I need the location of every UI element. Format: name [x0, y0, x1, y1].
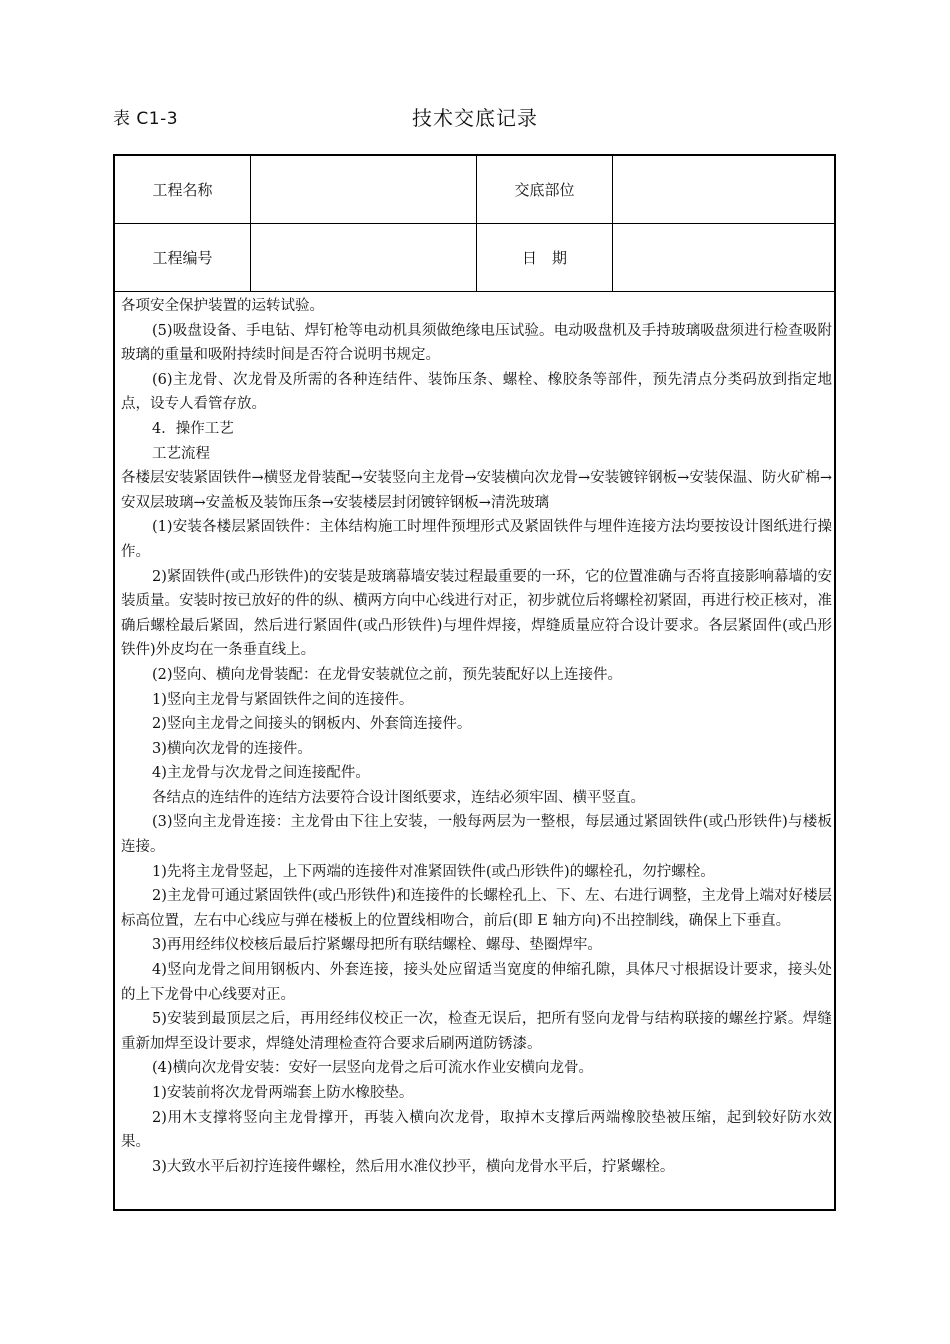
- project-no-value[interactable]: [251, 224, 477, 292]
- paragraph: (4)横向次龙骨安装：安好一层竖向龙骨之后可流水作业安横向龙骨。: [152, 1060, 594, 1077]
- paragraph: 1)安装前将次龙骨两端套上防水橡胶垫。: [152, 1085, 414, 1101]
- paragraph: (6)主龙骨、次龙骨及所需的各种连结件、装饰压条、螺栓、橡胶条等部件，预先清点分类码放到指定地点，设专人看管存放。: [121, 371, 832, 413]
- paragraph: 2)用木支撑将竖向主龙骨撑开，再装入横向次龙骨，取掉木支撑后两端橡胶垫被压缩，起到较好防水效果。: [121, 1109, 832, 1151]
- paragraph: 2)主龙骨可通过紧固铁件(或凸形铁件)和连接件的长螺栓孔上、下、左、右进行调整，主龙骨上端对好楼层标高位置，左右中心线应与弹在楼板上的位置线相吻合，前后(即 E 轴方向)不出控制线，确保上下垂直。: [121, 888, 832, 929]
- date-value[interactable]: [613, 224, 834, 292]
- paragraph: 3)横向次龙骨的连接件。: [152, 740, 312, 757]
- part-label: 交底部位: [477, 156, 613, 224]
- project-name-value[interactable]: [251, 156, 477, 224]
- paragraph: 3)大致水平后初拧连接件螺栓，然后用水准仪抄平，横向龙骨水平后，拧紧螺栓。: [152, 1158, 675, 1175]
- paragraph: (3)竖向主龙骨连接：主龙骨由下往上安装，一般每两层为一整根，每层通过紧固铁件(或凸形铁件)与楼板连接。: [121, 814, 832, 856]
- project-no-label: 工程编号: [115, 224, 251, 292]
- project-name-label: 工程名称: [115, 156, 251, 224]
- paragraph: (1)安装各楼层紧固铁件：主体结构施工时埋件预埋形式及紧固铁件与埋件连接方法均要按设计图纸进行操作。: [121, 519, 832, 560]
- subsection-heading: 工艺流程: [152, 445, 210, 462]
- paragraph: 5)安装到最顶层之后，再用经纬仪校正一次，检查无误后，把所有竖向龙骨与结构联接的螺丝拧紧。焊缝重新加焊至设计要求，焊缝处清理检查符合要求后刷两道防锈漆。: [121, 1011, 832, 1052]
- header-table: [115, 156, 834, 292]
- record-frame: [113, 154, 836, 1211]
- section-heading: 4．操作工艺: [152, 420, 234, 437]
- paragraph: 4)主龙骨与次龙骨之间连接配件。: [152, 765, 370, 782]
- paragraph: 各项安全保护装置的运转试验。: [121, 298, 324, 314]
- page-title: 技术交底记录: [412, 106, 538, 130]
- paragraph: 3)再用经纬仪校核后最后拧紧螺母把所有联结螺栓、螺母、垫圈焊牢。: [152, 937, 602, 954]
- date-label: 日 期: [477, 224, 613, 292]
- paragraph: 1)先将主龙骨竖起，上下两端的连接件对准紧固铁件(或凸形铁件)的螺栓孔，勿拧螺栓。: [152, 863, 715, 880]
- part-value[interactable]: [613, 156, 834, 224]
- disclosure-content: [121, 294, 832, 1179]
- paragraph: 2)竖向主龙骨之间接头的钢板内、外套筒连接件。: [152, 716, 472, 733]
- paragraph: 4)竖向龙骨之间用钢板内、外套连接，接头处应留适当宽度的伸缩孔隙，具体尺寸根据设计要求，接头处的上下龙骨中心线要对正。: [121, 962, 832, 1003]
- paragraph: 1)竖向主龙骨与紧固铁件之间的连接件。: [152, 691, 414, 708]
- paragraph: (2)竖向、横向龙骨装配：在龙骨安装就位之前，预先装配好以上连接件。: [152, 666, 623, 683]
- process-flow: 各楼层安装紧固铁件→横竖龙骨装配→安装竖向主龙骨→安装横向次龙骨→安装镀锌钢板→安装保温、防火矿棉→安双层玻璃→安盖板及装饰压条→安装楼层封闭镀锌钢板→清洗玻璃: [121, 470, 832, 511]
- form-number: 表 C1-3: [113, 109, 179, 129]
- paragraph: 2)紧固铁件(或凸形铁件)的安装是玻璃幕墙安装过程最重要的一环，它的位置准确与否将直接影响幕墙的安装质量。安装时按已放好的件的纵、横两方向中心线进行对正，初步就位后将螺栓初紧固，再进行校正核对，准确后螺栓最后紧固，然后进行紧固件(或凸形铁件)与埋件焊接，焊缝质量应符合设计要求。各层紧固件(或凸形铁件)外皮均在一条垂直线上。: [121, 568, 832, 659]
- paragraph: (5)吸盘设备、手电钻、焊钉枪等电动机具须做绝缘电压试验。电动吸盘机及手持玻璃吸盘须进行检查吸附玻璃的重量和吸附持续时间是否符合说明书规定。: [121, 322, 832, 364]
- paragraph: 各结点的连结件的连结方法要符合设计图纸要求，连结必须牢固、横平竖直。: [152, 789, 645, 806]
